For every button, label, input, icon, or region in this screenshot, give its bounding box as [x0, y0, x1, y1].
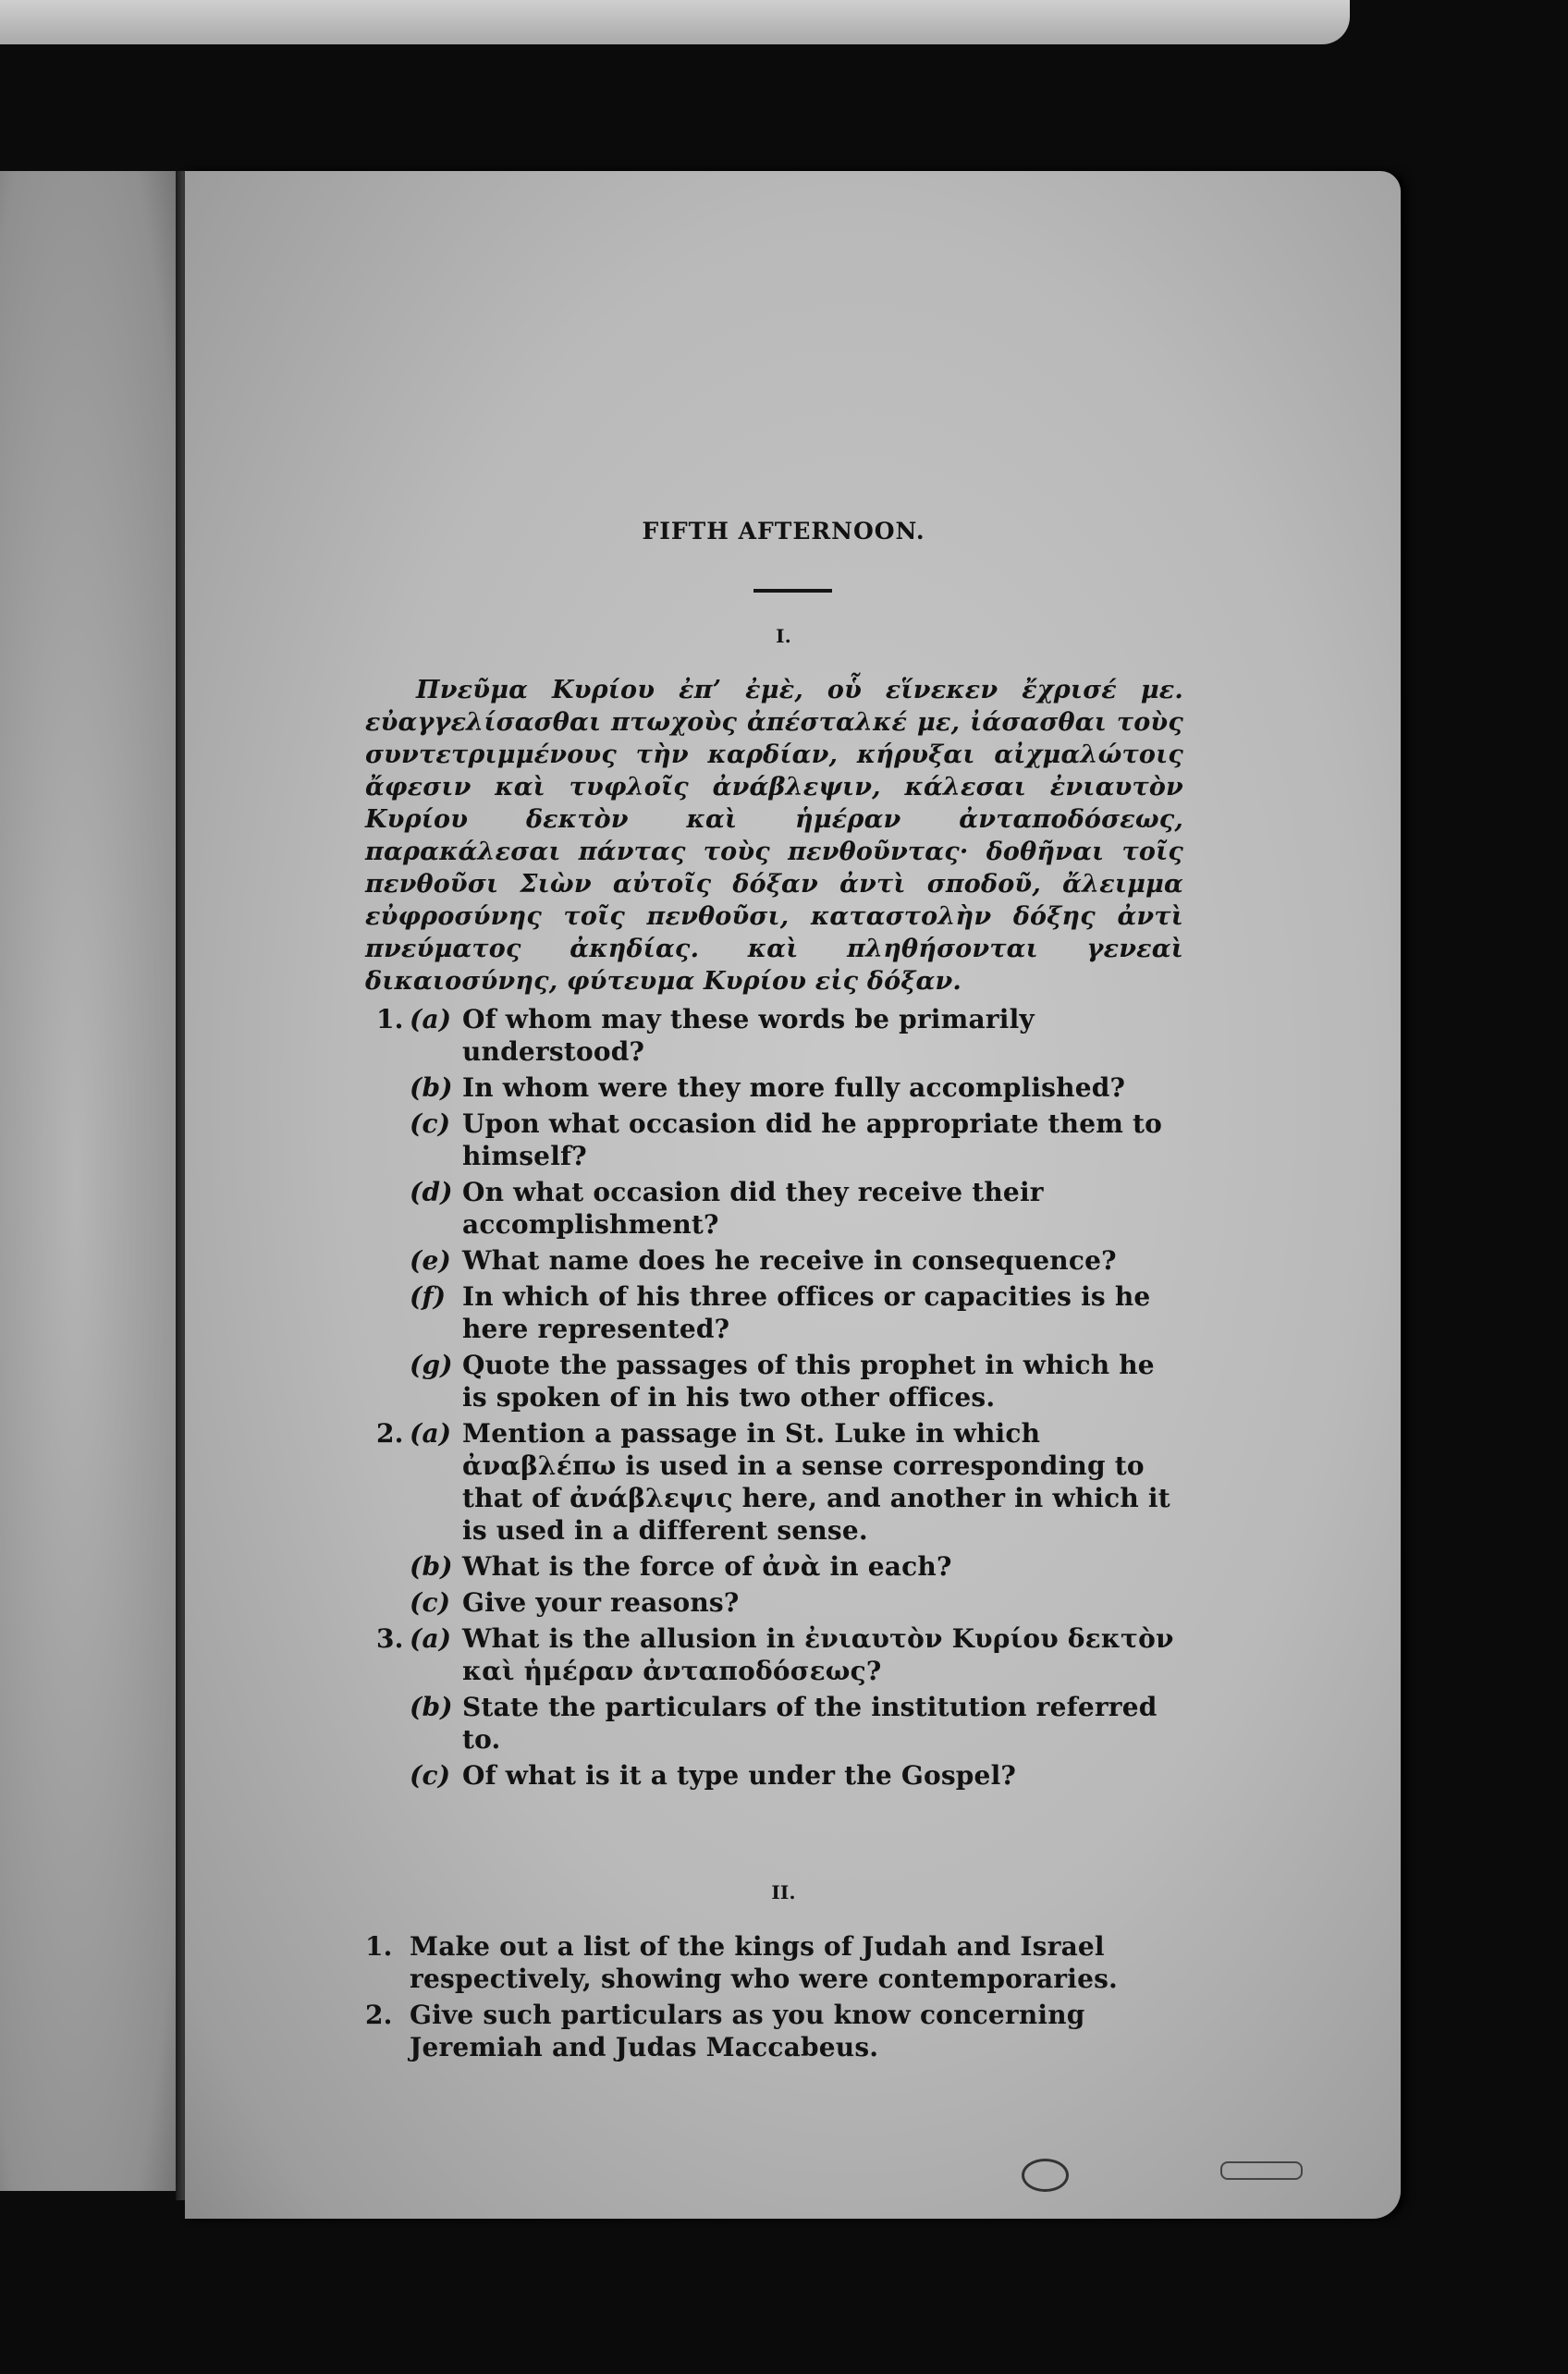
section2-questions [365, 1930, 1183, 2063]
question-number: 1. [376, 1004, 404, 1034]
page-title: FIFTH AFTERNOON. [642, 518, 925, 545]
question-subletter: (c) [410, 1587, 451, 1618]
question-text: State the particulars of the institution referred to. [462, 1692, 1158, 1755]
adjacent-page-edge [0, 0, 1350, 44]
question-item [365, 1417, 1183, 1547]
question-item [365, 1244, 1183, 1277]
question-item [365, 1107, 1183, 1172]
question-number: 2. [376, 1418, 404, 1449]
question-subletter: (b) [410, 1692, 453, 1722]
question-item [365, 1550, 1183, 1583]
question-text: Give your reasons? [462, 1587, 740, 1618]
question-subletter: (b) [410, 1072, 453, 1103]
page-text [365, 513, 1183, 2067]
question-subletter: (b) [410, 1551, 453, 1582]
question-subletter: (c) [410, 1760, 451, 1791]
question-text: On what occasion did they receive their accomplishment? [462, 1177, 1044, 1240]
question-subletter: (g) [410, 1350, 453, 1380]
question-item [365, 1999, 1183, 2063]
title-rule [753, 589, 832, 593]
question-item [365, 1071, 1183, 1104]
question-item [365, 1349, 1183, 1413]
question-subletter: (a) [410, 1623, 452, 1654]
question-number: 3. [376, 1623, 404, 1654]
question-subletter: (e) [410, 1245, 451, 1276]
question-text: What is the force of ἀνὰ in each? [462, 1551, 952, 1582]
question-subletter: (a) [410, 1004, 452, 1034]
question-text: Quote the passages of this prophet in which he is spoken of in his two other offices. [462, 1350, 1155, 1413]
library-stamp [1220, 2161, 1303, 2180]
question-text: In which of his three offices or capacities is he here represented? [462, 1281, 1151, 1344]
section-numeral-1: I. [776, 625, 791, 647]
question-number: 1. [365, 1931, 393, 1962]
question-item [365, 1176, 1183, 1241]
question-text: What name does he receive in consequence? [462, 1245, 1117, 1276]
question-item [365, 1759, 1183, 1792]
question-subletter: (c) [410, 1108, 451, 1139]
question-subletter: (d) [410, 1177, 453, 1207]
question-text: Upon what occasion did he appropriate them to himself? [462, 1108, 1163, 1171]
question-item [365, 1930, 1183, 1995]
question-item [365, 1691, 1183, 1756]
question-subletter: (f) [410, 1281, 447, 1312]
left-page [0, 171, 190, 2191]
question-text: Of whom may these words be primarily understood? [462, 1004, 1035, 1067]
question-number: 2. [365, 2000, 393, 2030]
section-2 [365, 1875, 1183, 2063]
section1-questions [365, 1003, 1183, 1792]
question-text: Give such particulars as you know concerning Jeremiah and Judas Maccabeus. [410, 2000, 1085, 2062]
question-item [365, 1622, 1183, 1687]
question-item [365, 1586, 1183, 1619]
question-item [365, 1280, 1183, 1345]
question-item [365, 1003, 1183, 1068]
question-text: Mention a passage in St. Luke in which ἀναβλέπω is used in a sense corresponding to that of ἀνάβλεψις here, and another in which it is used in a different sense. [462, 1418, 1170, 1546]
question-text: Of what is it a type under the Gospel? [462, 1760, 1017, 1791]
question-subletter: (a) [410, 1418, 452, 1449]
question-text: In whom were they more fully accomplished? [462, 1072, 1126, 1103]
question-text: What is the allusion in ἐνιαυτὸν Κυρίου δεκτὸν καὶ ἡμέραν ἀνταποδόσεως? [462, 1623, 1174, 1686]
ink-smudge [1022, 2159, 1069, 2192]
greek-passage: Πνεῦμα Κυρίου ἐπ’ ἐμὲ, οὗ εἵνεκεν ἔχρισέ με. εὐαγγελίσασθαι πτωχοὺς ἀπέσταλκέ με, ἰάσασθαι τοὺς συντετριμμένους τὴν καρδίαν, κήρυξαι αἰχμαλώτοις ἄφεσιν καὶ τυφλοῖς ἀνάβλεψιν, κάλεσαι ἐνιαυτὸν Κυρίου δεκτὸν καὶ ἡμέραν ἀνταποδόσεως, παρακάλεσαι πάντας τοὺς πενθοῦντας· δοθῆναι τοῖς πενθοῦσι Σιὼν αὐτοῖς δόξαν ἀντὶ σποδοῦ, ἄλειμμα εὐφροσύνης τοῖς πενθοῦσι, καταστολὴν δόξης ἀντὶ πνεύματος ἀκηδίας. καὶ πληθήσονται γενεαὶ δικαιοσύνης, φύτευμα Κυρίου εἰς δόξαν. [365, 676, 1183, 996]
question-text: Make out a list of the kings of Judah and Israel respectively, showing who were contemporaries. [410, 1931, 1119, 1994]
section-numeral-2: II. [771, 1881, 796, 1903]
